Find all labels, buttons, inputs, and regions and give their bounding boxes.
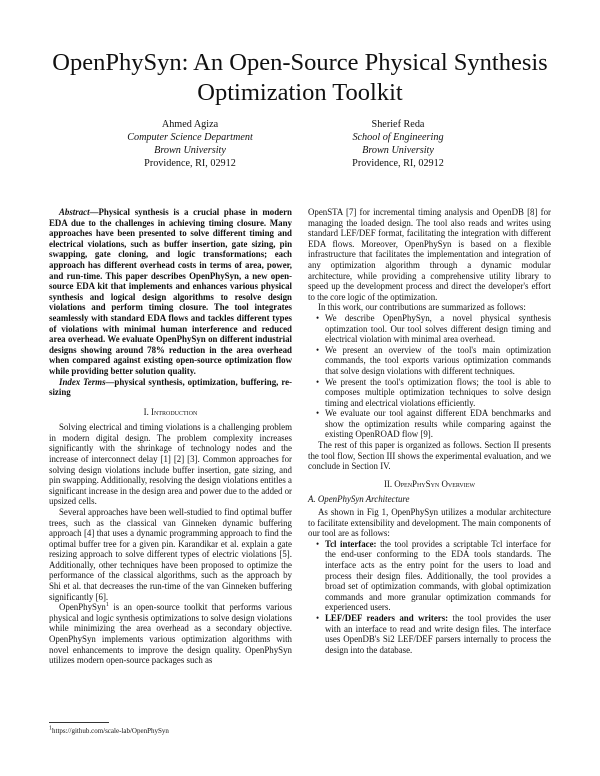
author-addr: Providence, RI, 02912	[144, 158, 236, 169]
section-heading-introduction: I. Introduction	[143, 406, 198, 417]
intro-paragraph-3	[49, 602, 292, 666]
list-item	[318, 539, 551, 613]
components-list	[308, 539, 551, 656]
intro-paragraph-1: Solving electrical and timing violations is a challenging problem in modern digital design. The problem complexity increases significantly with the shrinkage of technology nodes and the increase of interconnect delay [1] [2] [3]. Common approaches for solving design violations include buffer insertion, gate sizing, and pin swapping. Additionally, resolving the design violations entitles a significant increase in the design area and power due to the added or upsized cells.	[49, 422, 292, 507]
abstract-text: —Physical synthesis is a crucial phase in modern EDA due to the challenges in achieving timing closure. Many approaches have been presented to solve different timing and electrical violations, such as buffer insertion, gate sizing, pin swapping, gate cloning, and logic transformations; each approach has different overhead costs in terms of area, power, and run-time. This paper describes OpenPhySyn, a new open-source EDA kit that implements and enhances various physical synthesis and logical design algorithms to resolve design violations and perform timing closure. The tool integrates seamlessly with standard EDA flows and tackles different types of violations with minimal human interference and reduced area overhead. We evaluate OpenPhySyn on different industrial designs showing around 78% reduction in the area overhead when compared against existing open-source optimization flow while providing better solution quality.	[49, 207, 292, 376]
right-paragraph-1: OpenSTA [7] for incremental timing analysis and OpenDB [8] for managing the loaded design. The tool also reads and writes using standard LEF/DEF format, facilitating the integration with different EDA flows. Moreover, OpenPhySyn is based on a flexible infrastructure that facilitates the implementation and integration of any optimization algorithm through a dynamic modular architecture, while providing a comprehensive utility library to speed up the development process and direct the developer's effort to the core logic of the optimization.	[308, 207, 551, 302]
title-line-2: Optimization Toolkit	[197, 79, 403, 106]
right-paragraph-3: The rest of this paper is organized as follows. Section II presents the tool flow, Section III shows the experimental evaluation, and we conclude in Section IV.	[308, 440, 551, 472]
left-column	[49, 207, 292, 666]
author-dept: School of Engineering	[352, 132, 444, 143]
contributions-list	[308, 313, 551, 440]
footnote-url[interactable]: https://github.com/scale-lab/OpenPhySyn	[52, 727, 169, 735]
author-name: Sherief Reda	[371, 119, 425, 130]
paper-title	[0, 48, 600, 108]
index-terms-text: —physical synthesis, optimization, buffering, re-sizing	[49, 376, 292, 398]
author-dept: Computer Science Department	[127, 132, 253, 143]
index-terms-label: Index Terms	[59, 376, 106, 387]
footnote-ref: 1	[105, 602, 109, 609]
footnote-mark: 1	[49, 725, 52, 732]
component-text: the tool provides the user with an interface to read and write design files. The interface uses OpenDB's Si2 LEF/DEF parsers internally to process the design into the database.	[325, 612, 552, 655]
footnote-divider	[49, 722, 109, 723]
component-term: LEF/DEF readers and writers:	[325, 612, 449, 623]
intro-paragraph-2: Several approaches have been well-studied to find optimal buffer trees, such as the classical van Ginneken dynamic buffering approach [4] that uses a dynamic programming approach to find the optimal buffer tree for a given pin. Karandikar et al. explain a gate resizing approach to solve different types of electric violations [5]. Additionally, other techniques have been proposed to optimize the performance of the classical algorithms, such as the approach by Shi et al. that decreases the run-time of the van Ginneken buffering significantly [6].	[49, 506, 292, 602]
right-column	[308, 207, 551, 655]
abstract	[49, 207, 292, 377]
intro-p3-rest: is an open-source toolkit that performs various physical and logic synthesis optimizations to solve design violations while minimizing the area overhead as a secondary objective. OpenPhySyn implements various optimization algorithms with novel enhancements to improve the design quality. OpenPhySyn utilizes modern open-source packages such as	[49, 602, 292, 666]
footnote	[49, 727, 292, 736]
architecture-paragraph: As shown in Fig 1, OpenPhySyn utilizes a modular architecture to facilitate extensibility and development. The main components of our tool are as follows:	[308, 507, 551, 539]
list-item: • We present an overview of the tool's main optimization commands, the tool exports various optimization commands that solve design violations with different techniques.	[318, 345, 551, 377]
component-text: the tool provides a scriptable Tcl interface for the end-user conforming to the EDA tools standards. The interface acts as the entry point for the users to load and process their design files. Additionally, the tool provides a broad set of optimization commands, with global optimization commands and more granular optimization commands for experienced users.	[325, 538, 551, 613]
author-block-1	[100, 118, 280, 170]
author-univ: Brown University	[154, 145, 226, 156]
author-name: Ahmed Agiza	[161, 119, 219, 130]
author-block-2	[308, 118, 488, 170]
author-addr: Providence, RI, 02912	[352, 158, 444, 169]
subsection-heading-architecture: A. OpenPhySyn Architecture	[308, 494, 410, 505]
right-paragraph-2: In this work, our contributions are summarized as follows:	[318, 302, 526, 313]
index-terms	[49, 377, 292, 398]
intro-p3-start: OpenPhySyn	[59, 602, 106, 613]
list-item: • We describe OpenPhySyn, a novel physical synthesis optimzation tool. Our tool solves different design timing and electrical violation with minimal area overhead.	[318, 313, 551, 345]
list-item	[318, 613, 551, 655]
abstract-label: Abstract	[59, 207, 90, 217]
title-line-1: OpenPhySyn: An Open-Source Physical Synthesis	[52, 49, 548, 76]
list-item: • We present the tool's optimization flows; the tool is able to composes multiple optimization techniques to solve design timing and electrical violations efficiently.	[318, 377, 551, 409]
author-univ: Brown University	[362, 145, 434, 156]
list-item: • We evaluate our tool against different EDA benchmarks and show the optimization results while comparing against the existing OpenROAD flow [9].	[318, 408, 551, 440]
section-heading-overview: II. OpenPhySyn Overview	[383, 478, 476, 489]
component-term: Tcl interface:	[325, 538, 377, 549]
